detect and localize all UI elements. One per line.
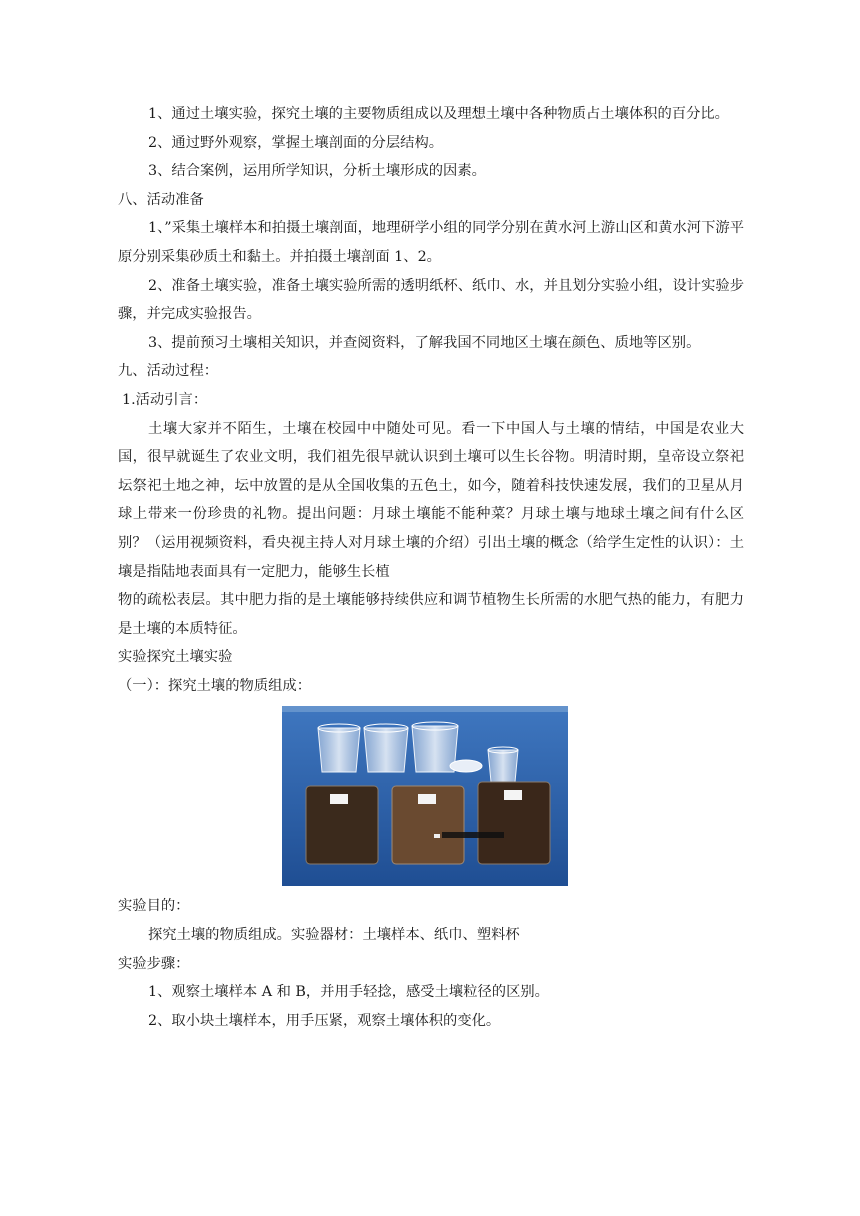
aim-label: 实验目的： <box>118 898 190 915</box>
step-2: 2、取小块土壤样本，用手压紧，观察土壤体积的变化。 <box>148 1012 501 1029</box>
document-body <box>118 100 744 1035</box>
objective-2: 2、通过野外观察，掌握土壤剖面的分层结构。 <box>148 134 444 151</box>
intro-heading: 1.活动引言： <box>122 391 208 408</box>
intro-paragraph-continued: 物的疏松表层。其中肥力指的是土壤能够持续供应和调节植物生长所需的水肥气热的能力，有肥力是土壤的本质特征。 <box>118 592 744 637</box>
steps-label: 实验步骤： <box>118 955 190 972</box>
soil-samples-illustration <box>282 706 568 886</box>
section-9-heading: 九、活动过程： <box>118 363 219 380</box>
experiment-subheading: （一）：探究土壤的物质组成： <box>118 677 312 694</box>
preparation-2: 2、准备土壤实验，准备土壤实验所需的透明纸杯、纸巾、水，并且划分实验小组，设计实验步骤，并完成实验报告。 <box>118 277 744 323</box>
aim-text: 探究土壤的物质组成。实验器材：土壤样本、纸巾、塑料杯 <box>148 927 520 944</box>
preparation-1: 1、”采集土壤样本和拍摄土壤剖面，地理研学小组的同学分别在黄水河上游山区和黄水河下游平原分别采集砂质土和黏土。并拍摄土壤剖面 1、2。 <box>118 220 744 265</box>
soil-sample-bags <box>306 782 550 864</box>
objective-3: 3、结合案例，运用所学知识，分析土壤形成的因素。 <box>148 163 486 180</box>
step-1: 1、观察土壤样本 A 和 B，并用手轻捻，感受土壤粒径的区别。 <box>148 984 549 1001</box>
section-8-heading: 八、活动准备 <box>118 191 204 208</box>
soil-samples-photo <box>282 706 568 886</box>
preparation-3: 3、提前预习土壤相关知识，并查阅资料，了解我国不同地区土壤在颜色、质地等区别。 <box>148 334 701 351</box>
experiment-heading: 实验探究土壤实验 <box>118 649 233 666</box>
intro-paragraph: 土壤大家并不陌生，土壤在校园中中随处可见。看一下中国人与土壤的情结，中国是农业大国，很早就诞生了农业文明，我们祖先很早就认识到土壤可以生长谷物。明清时期，皇帝设立祭祀坛祭祀土地之神，坛中放置的是从全国收集的五色土，如今，随着科技快速发展，我们的卫星从月球上带来一份珍贵的礼物。提出问题：月球土壤能不能种菜？月球土壤与地球土壤之间有什么区别？（运用视频资料，看央视主持人对月球土壤的介绍）引出土壤的概念（给学生定性的认识）：土壤是指陆地表面具有一定肥力，能够生长植 <box>118 420 744 580</box>
objective-1: 1、通过土壤实验，探究土壤的主要物质组成以及理想土壤中各种物质占土壤体积的百分比。 <box>148 106 729 122</box>
